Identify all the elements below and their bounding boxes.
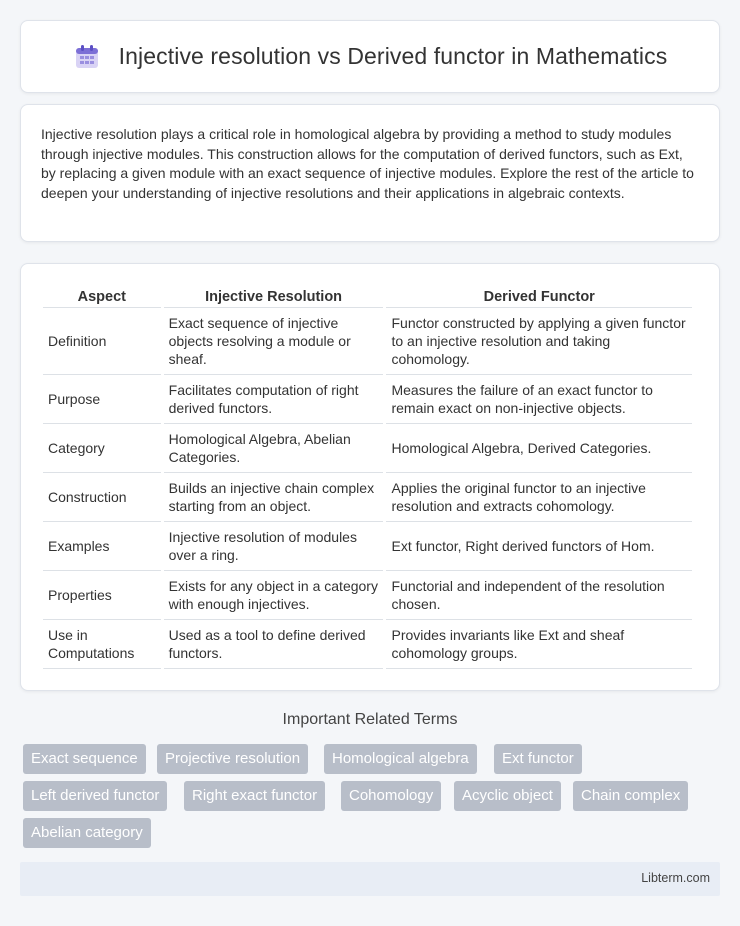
tag-homological-algebra[interactable]: Homological algebra bbox=[324, 744, 477, 774]
cell-aspect: Category bbox=[43, 424, 161, 473]
comparison-table-card bbox=[20, 263, 720, 691]
tag-projective-resolution[interactable]: Projective resolution bbox=[157, 744, 308, 774]
header-injective-resolution: Injective Resolution bbox=[164, 282, 384, 308]
cell-aspect: Definition bbox=[43, 308, 161, 375]
cell-aspect: Examples bbox=[43, 522, 161, 571]
tag-left-derived-functor[interactable]: Left derived functor bbox=[23, 781, 167, 811]
table-row bbox=[43, 620, 692, 669]
footer-site-link[interactable]: Libterm.com bbox=[641, 871, 710, 885]
cell-injective: Injective resolution of modules over a ring. bbox=[164, 522, 384, 571]
cell-injective: Exact sequence of injective objects resolving a module or sheaf. bbox=[164, 308, 384, 375]
cell-aspect: Use in Computations bbox=[43, 620, 161, 669]
tag-exact-sequence[interactable]: Exact sequence bbox=[23, 744, 146, 774]
cell-injective: Exists for any object in a category with enough injectives. bbox=[164, 571, 384, 620]
table-row bbox=[43, 571, 692, 620]
related-terms-title: Important Related Terms bbox=[282, 711, 458, 728]
cell-aspect: Construction bbox=[43, 473, 161, 522]
tag-abelian-category[interactable]: Abelian category bbox=[23, 818, 151, 848]
tag-right-exact-functor[interactable]: Right exact functor bbox=[184, 781, 325, 811]
table-header-row bbox=[43, 282, 692, 308]
tag-chain-complex[interactable]: Chain complex bbox=[573, 781, 688, 811]
cell-derived: Applies the original functor to an injective resolution and extracts cohomology. bbox=[386, 473, 692, 522]
comparison-table bbox=[40, 282, 695, 669]
tag-ext-functor[interactable]: Ext functor bbox=[494, 744, 582, 774]
cell-derived: Functor constructed by applying a given functor to an injective resolution and taking cohomology. bbox=[386, 308, 692, 375]
cell-derived: Ext functor, Right derived functors of Hom. bbox=[386, 522, 692, 571]
table-row bbox=[43, 375, 692, 424]
cell-aspect: Properties bbox=[43, 571, 161, 620]
header-card bbox=[20, 20, 720, 93]
calendar-icon bbox=[73, 43, 101, 71]
intro-text: Injective resolution plays a critical role in homological algebra by providing a method to study modules through injective modules. This construction allows for the computation of derived functors, such as Ext, by replacing a given module with an exact sequence of injective modules. Explore the rest of the article to deepen your understanding of injective resolutions and their applications in algebraic contexts. bbox=[41, 126, 694, 201]
cell-injective: Facilitates computation of right derived functors. bbox=[164, 375, 384, 424]
table-row bbox=[43, 522, 692, 571]
cell-derived: Homological Algebra, Derived Categories. bbox=[386, 424, 692, 473]
cell-aspect: Purpose bbox=[43, 375, 161, 424]
tag-acyclic-object[interactable]: Acyclic object bbox=[454, 781, 561, 811]
header-derived-functor: Derived Functor bbox=[386, 282, 692, 308]
table-row bbox=[43, 308, 692, 375]
cell-injective: Homological Algebra, Abelian Categories. bbox=[164, 424, 384, 473]
intro-card bbox=[20, 104, 720, 242]
cell-derived: Measures the failure of an exact functor to remain exact on non-injective objects. bbox=[386, 375, 692, 424]
tag-cohomology[interactable]: Cohomology bbox=[341, 781, 441, 811]
page-title: Injective resolution vs Derived functor in Mathematics bbox=[118, 43, 668, 69]
header-aspect: Aspect bbox=[43, 282, 161, 308]
cell-injective: Builds an injective chain complex starting from an object. bbox=[164, 473, 384, 522]
cell-injective: Used as a tool to define derived functors. bbox=[164, 620, 384, 669]
table-row bbox=[43, 473, 692, 522]
cell-derived: Provides invariants like Ext and sheaf cohomology groups. bbox=[386, 620, 692, 669]
table-row bbox=[43, 424, 692, 473]
cell-derived: Functorial and independent of the resolution chosen. bbox=[386, 571, 692, 620]
footer bbox=[20, 862, 720, 896]
